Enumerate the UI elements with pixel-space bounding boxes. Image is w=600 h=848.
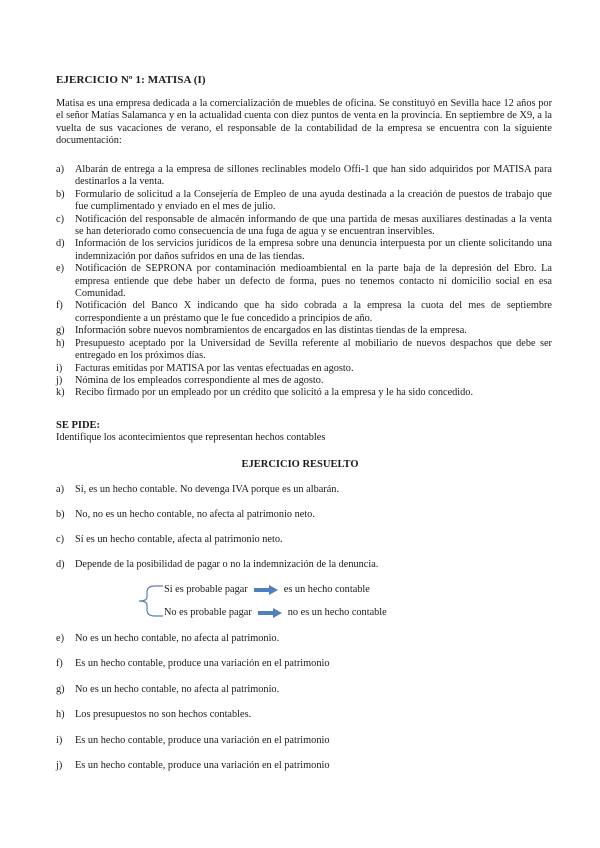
answer-letter: h) xyxy=(56,709,65,720)
list-item xyxy=(56,214,552,239)
answer-letter: j) xyxy=(56,760,63,771)
list-item xyxy=(56,238,552,263)
answer-text: Es un hecho contable, produce una variación en el patrimonio xyxy=(75,760,330,771)
list-item xyxy=(56,300,552,325)
answer-text: No es un hecho contable, no afecta al patrimonio. xyxy=(75,684,280,695)
answer-letter: a) xyxy=(56,484,64,495)
answer-row xyxy=(56,709,556,720)
answer-row xyxy=(56,633,556,644)
se-pide-text: Identifique los acontecimientos que representan hechos contables xyxy=(56,432,326,443)
answer-letter: i) xyxy=(56,735,63,746)
answer-letter: d) xyxy=(56,559,65,570)
list-item xyxy=(56,164,552,189)
item-letter: f) xyxy=(56,300,63,312)
item-text: Información de los servicios jurídicos de la empresa sobre una denuncia interpuesta por un cliente solicitando una indemnización por daños sufridos en una de las tiendas. xyxy=(75,238,552,262)
item-letter: e) xyxy=(56,263,64,275)
documentation-list xyxy=(56,164,552,400)
item-letter: i) xyxy=(56,362,63,374)
answer-text: Sí es un hecho contable, afecta al patrimonio neto. xyxy=(75,534,283,545)
exercise-title: EJERCICIO Nº 1: MATISA (I) xyxy=(56,74,206,86)
answer-text: Depende de la posibilidad de pagar o no la indemnización de la denuncia. xyxy=(75,559,379,570)
item-letter: k) xyxy=(56,387,65,399)
branch-condition: Si es probable pagar xyxy=(164,584,248,595)
resolved-title: EJERCICIO RESUELTO xyxy=(241,459,359,470)
item-text: Facturas emitidas por MATISA por las ventas efectuadas en agosto. xyxy=(75,362,354,374)
list-item xyxy=(56,387,552,399)
answer-row xyxy=(56,658,556,669)
se-pide-label: SE PIDE: xyxy=(56,420,101,431)
list-item xyxy=(56,325,552,337)
item-letter: j) xyxy=(56,374,63,386)
list-item xyxy=(56,363,552,375)
item-text: Presupuesto aceptado por la Universidad de Sevilla referente al mobiliario de nuevos despachos que debe ser entregado en los próximos días. xyxy=(75,337,552,362)
item-text: Notificación del responsable de almacén informando de que una partida de mesas auxiliares destinadas a la venta se han deteriorado como consecuencia de una fuga de agua y se encuentran inservibles. xyxy=(75,213,552,238)
item-text: Notificación de SEPRONA por contaminación medioambiental en la parte baja de la depresión del Ebro. La empresa entiende que debe haber un defecto de forma, pues no tenemos contacto ni domicilio social en esa Comunidad. xyxy=(75,263,552,300)
answer-row xyxy=(56,735,556,746)
item-letter: d) xyxy=(56,238,65,250)
answer-row xyxy=(56,559,556,570)
item-letter: g) xyxy=(56,325,65,337)
answer-letter: c) xyxy=(56,534,64,545)
answer-letter: b) xyxy=(56,509,65,520)
answer-row xyxy=(56,534,556,545)
list-item xyxy=(56,263,552,300)
item-letter: b) xyxy=(56,188,65,200)
branch-probable xyxy=(164,584,370,595)
answer-row xyxy=(56,684,556,695)
item-letter: a) xyxy=(56,164,64,175)
branch-result: no es un hecho contable xyxy=(287,607,387,618)
answer-text: Sí, es un hecho contable. No devenga IVA porque es un albarán. xyxy=(75,484,340,495)
answer-letter: e) xyxy=(56,633,64,644)
branch-not-probable xyxy=(164,607,387,618)
answer-row xyxy=(56,509,556,520)
item-letter: h) xyxy=(56,337,65,349)
item-letter: c) xyxy=(56,213,64,225)
answer-letter: g) xyxy=(56,684,65,695)
item-text: Recibo firmado por un empleado por un crédito que solicitó a la empresa y le ha sido concedido. xyxy=(75,387,474,399)
answer-text: Es un hecho contable, produce una variación en el patrimonio xyxy=(75,658,330,669)
answer-row xyxy=(56,484,556,495)
answer-text: Los presupuestos no son hechos contables. xyxy=(75,709,252,720)
answer-letter: f) xyxy=(56,658,63,669)
item-text: Información sobre nuevos nombramientos de encargados en las distintas tiendas de la empresa. xyxy=(75,325,467,337)
item-text: Notificación del Banco X indicando que ha sido cobrada a la empresa la cuota del mes de septiembre correspondiente a un préstamo que le fue concedido a principios de año. xyxy=(75,300,552,324)
arrow-right-icon xyxy=(258,608,282,618)
list-item xyxy=(56,375,552,387)
item-text: Formulario de solicitud a la Consejería de Empleo de una ayuda destinada a la creación de puestos de trabajo que fue cumplimentado y enviado en el mes de julio. xyxy=(75,188,552,213)
brace-icon xyxy=(125,584,165,618)
answer-text: No, no es un hecho contable, no afecta al patrimonio neto. xyxy=(75,509,315,520)
branch-result: es un hecho contable xyxy=(283,584,370,595)
answer-row xyxy=(56,760,556,771)
answer-text: No es un hecho contable, no afecta al patrimonio. xyxy=(75,633,280,644)
list-item xyxy=(56,189,552,214)
item-text: Nómina de los empleados correspondiente al mes de agosto. xyxy=(75,374,324,386)
answer-text: Es un hecho contable, produce una variación en el patrimonio xyxy=(75,735,330,746)
item-text: Albarán de entrega a la empresa de sillones reclinables modelo Offi-1 que han sido adquiridos por MATISA para destinarlos a la venta. xyxy=(75,164,552,188)
list-item xyxy=(56,338,552,363)
intro-paragraph: Matisa es una empresa dedicada a la comercialización de muebles de oficina. Se constituyó en Sevilla hace 12 años por el señor Matías Salamanca y en la actualidad cuenta con diez puntos de venta en la provincia. En septiembre de X9, a la vuelta de sus vacaciones de verano, el responsable de la contabilidad de la empresa se encuentra con la siguiente documentación: xyxy=(56,98,552,147)
branch-condition: No es probable pagar xyxy=(164,607,252,618)
arrow-right-icon xyxy=(254,585,278,595)
